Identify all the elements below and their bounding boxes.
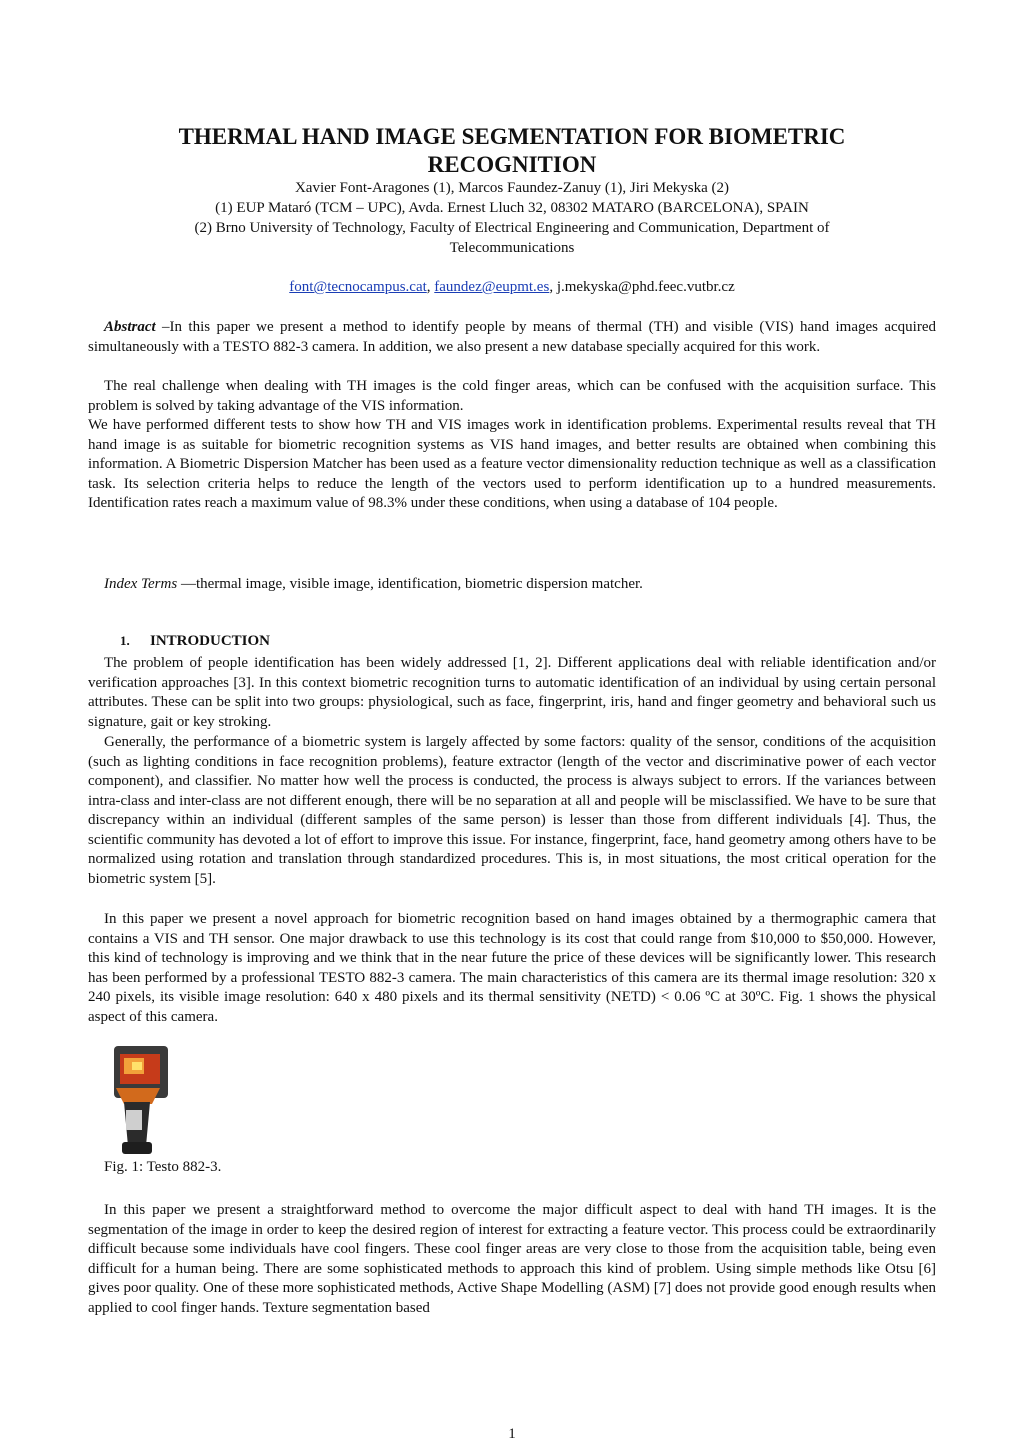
paper-title: [88, 123, 936, 179]
email-link-font[interactable]: font@tecnocampus.cat: [289, 279, 427, 295]
title-line-2: RECOGNITION: [427, 152, 597, 177]
section-heading-introduction: [120, 633, 270, 650]
abstract-label: Abstract: [104, 319, 156, 335]
index-terms-label: Index Terms: [104, 576, 178, 592]
email-mekyska: , j.mekyska@phd.feec.vutbr.cz: [549, 279, 735, 295]
intro-paragraph-2: Generally, the performance of a biometric system is largely affected by some factors: quality of the sensor, conditions of the acquisition (such as lighting conditions in face recognition problems), feature extractor (length of the vector and discriminative power of each vector component), and classifier. No matter how well the process is conducted, the process is always subject to errors. If the variances between intra-class and inter-class are not different enough, there will be no separation at all and people will be misclassified. We have to be sure that discrepancy within an individual (different samples of the same person) is lesser than those from different individuals [4]. Thus, the scientific community has devoted a lot of effort to improve this issue. For instance, fingerprint, face, hand geometry among others have to be normalized using rotation and translation through standardized procedures. This is, in most situations, the most critical operation for the biometric system [5].: [88, 734, 936, 887]
intro-paragraph-4: In this paper we present a straightforward method to overcome the major difficult aspect to deal with hand TH images. It is the segmentation of the image in order to keep the desired region of interest for extracting a feature vector. This process could be extraordinarily difficult because some individuals have cool fingers. These cool finger areas are very close to those from the acquisition table, being even difficult for a human being. There are some sophisticated methods to approach this kind of problem. Using simple methods like Otsu [6] gives poor quality. One of these more sophisticated methods, Active Shape Modelling (ASM) [7] does not provide good enough results when applied to cool finger hands. Texture segmentation based: [88, 1202, 936, 1316]
authors: Xavier Font-Aragones (1), Marcos Faundez-Zanuy (1), Jiri Mekyska (2): [294, 180, 730, 196]
intro-paragraph-1: The problem of people identification has been widely addressed [1, 2]. Different applications deal with reliable identification and/or verification approaches [3]. In this context biometric recognition turns to automatic identification of an individual by using certain personal attributes. These can be split into two groups: physiological, such as face, fingerprint, iris, hand and finger geometry and behavioral such us signature, gait or key stroking.: [88, 655, 936, 730]
camera-illustration: [108, 1046, 168, 1156]
affiliation-2: [88, 218, 936, 258]
abstract-paragraph-2: The real challenge when dealing with TH images is the cold finger areas, which can be confused with the acquisition surface. This problem is solved by taking advantage of the VIS information.: [88, 378, 936, 414]
page-number: 1: [508, 1426, 516, 1442]
email-link-faundez[interactable]: faundez@eupmt.es: [434, 279, 550, 295]
testo-camera-image: [108, 1046, 168, 1156]
affiliation-1: (1) EUP Mataró (TCM – UPC), Avda. Ernest Lluch 32, 08302 MATARO (BARCELONA), SPAIN: [215, 200, 809, 216]
index-terms-text: —thermal image, visible image, identification, biometric dispersion matcher.: [177, 576, 643, 592]
abstract-paragraph-1: [88, 318, 936, 357]
title-line-1: THERMAL HAND IMAGE SEGMENTATION FOR BIOMETRIC: [178, 124, 846, 149]
intro-paragraph-3: In this paper we present a novel approach for biometric recognition based on hand images obtained by a thermographic camera that contains a VIS and TH sensor. One major drawback to use this technology is its cost that could range from $10,000 to $50,000. However, this kind of technology is improving and we think that in the near future the price of these devices will be significantly lower. This research has been performed by a professional TESTO 882-3 camera. The main characteristics of this camera are its thermal image resolution: 320 x 240 pixels, its visible image resolution: 640 x 480 pixels and its thermal sensitivity (NETD) < 0.06 ºC at 30ºC. Fig. 1 shows the physical aspect of this camera.: [88, 911, 936, 1025]
affiliation-2-line-1: (2) Brno University of Technology, Faculty of Electrical Engineering and Communication, Department of: [194, 220, 830, 236]
affiliation-2-line-2: Telecommunications: [449, 240, 575, 256]
section-number: 1.: [120, 633, 130, 648]
abstract-paragraph-3: We have performed different tests to show how TH and VIS images work in identification problems. Experimental results reveal that TH hand image is as suitable for biometric recognition systems as VIS hand images, and better results are obtained when combining this information. A Biometric Dispersion Matcher has been used as a feature vector dimensionality reduction technique as well as a classification task. Its selection criteria helps to reduce the length of the vectors used to perform identification up to a hundred measurements. Identification rates reach a maximum value of 98.3% under these conditions, when using a database of 104 people.: [88, 417, 936, 511]
index-terms: [88, 575, 936, 595]
figure-1-caption: Fig. 1: Testo 882-3.: [104, 1159, 222, 1175]
email-separator: ,: [426, 279, 435, 295]
abstract-text-1: –In this paper we present a method to identify people by means of thermal (TH) and visible (VIS) hand images acquired simultaneously with a TESTO 882-3 camera. In addition, we also present a new database specially acquired for this work.: [88, 319, 936, 355]
author-emails: [88, 277, 936, 297]
section-title: INTRODUCTION: [150, 633, 271, 649]
